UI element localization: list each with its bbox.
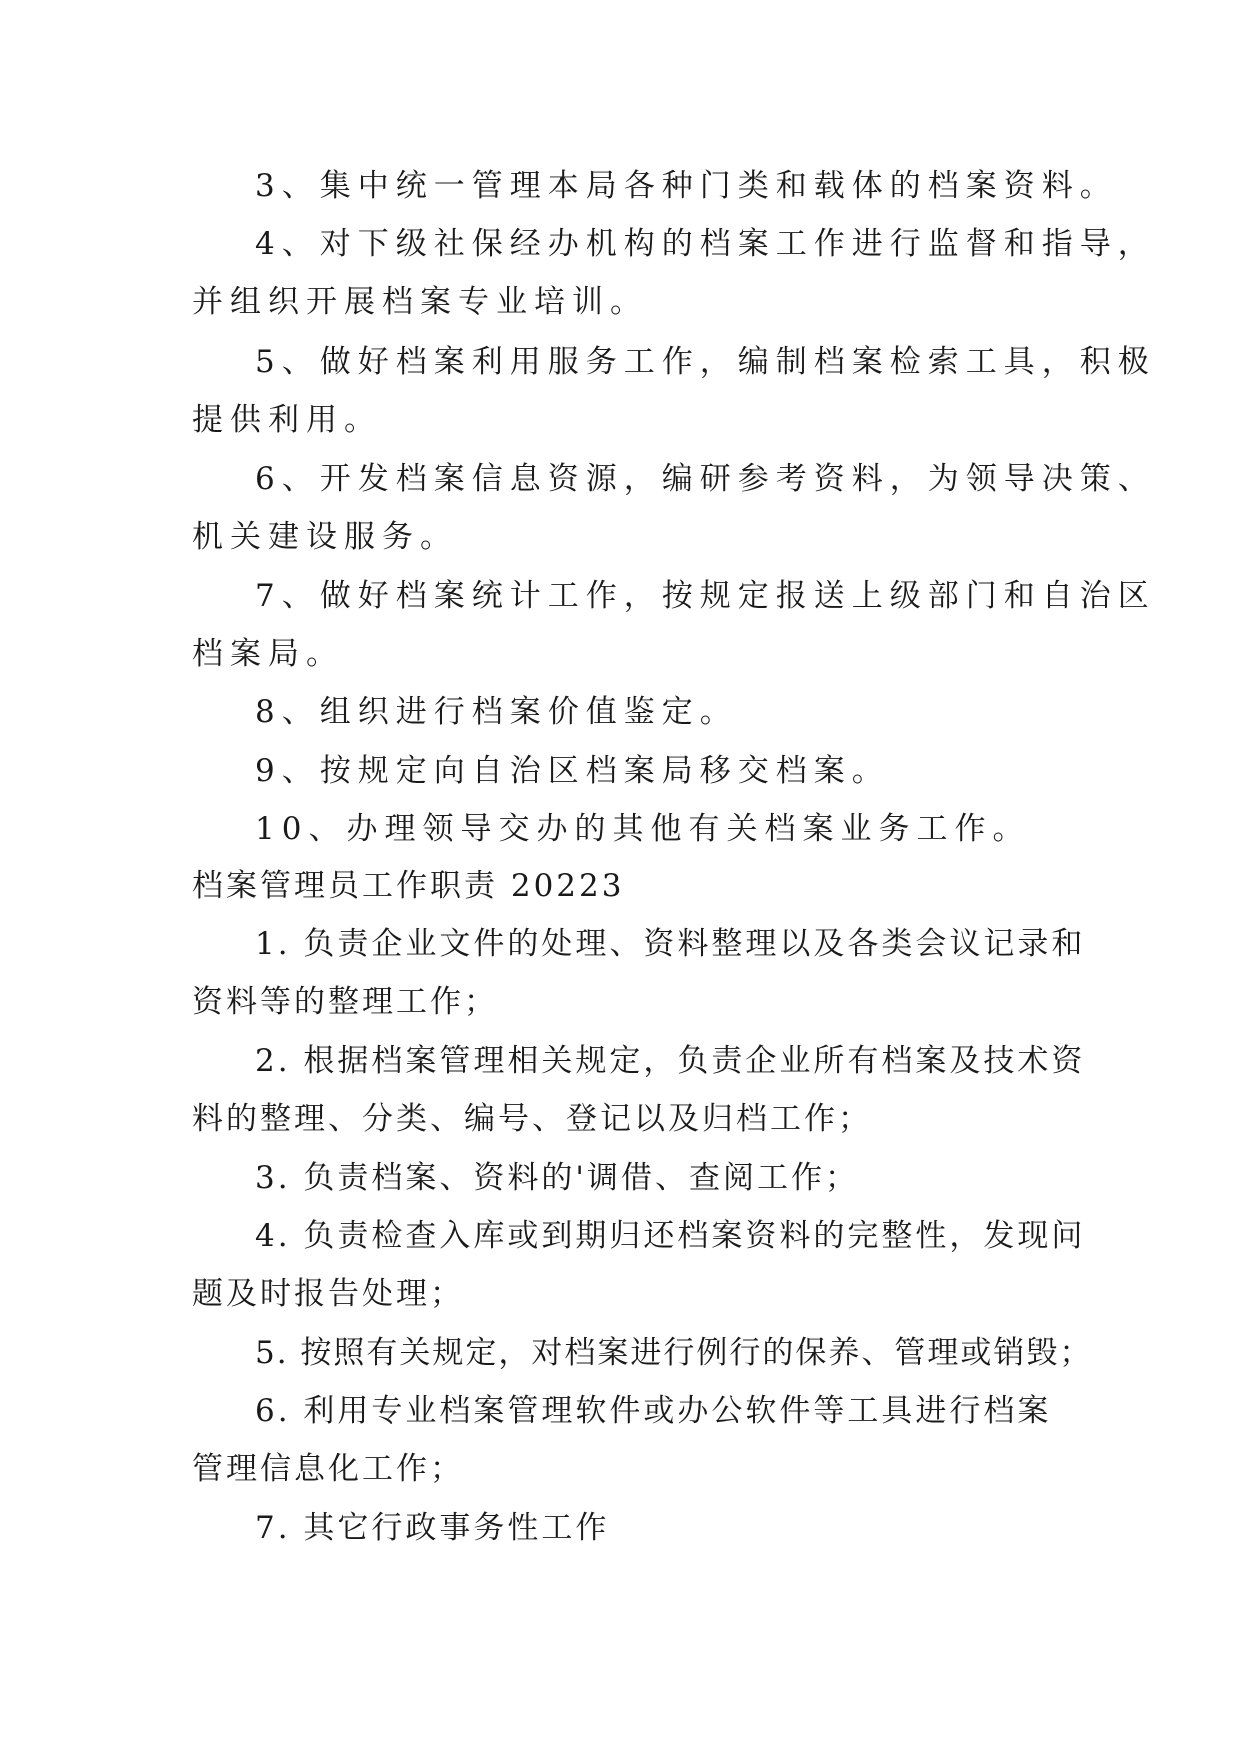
paragraph-line: 10、办理领导交办的其他有关档案业务工作。 [255,811,1031,847]
paragraph-line: 8、组织进行档案价值鉴定。 [255,694,738,730]
paragraph-line: 6. 利用专业档案管理软件或办公软件等工具进行档案 [255,1393,1052,1429]
section-heading: 档案管理员工作职责 20223 [192,868,625,904]
paragraph-line: 资料等的整理工作； [192,984,498,1020]
paragraph-line: 3、集中统一管理本局各种门类和载体的档案资料。 [255,168,1118,204]
paragraph-line: 5、做好档案利用服务工作，编制档案检索工具，积极 [255,344,1156,380]
paragraph-line: 6、开发档案信息资源，编研参考资料，为领导决策、 [255,461,1156,497]
paragraph-line: 3. 负责档案、资料的'调借、查阅工作； [255,1160,859,1196]
paragraph-line: 7、做好档案统计工作，按规定报送上级部门和自治区 [255,578,1156,614]
paragraph-line: 档案局。 [192,636,344,672]
paragraph-line: 9、按规定向自治区档案局移交档案。 [255,753,890,789]
paragraph-line: 提供利用。 [192,402,382,438]
paragraph-line: 2. 根据档案管理相关规定，负责企业所有档案及技术资 [255,1043,1086,1079]
paragraph-line: 4、对下级社保经办机构的档案工作进行监督和指导， [255,226,1156,262]
paragraph-line: 题及时报告处理； [192,1276,464,1312]
paragraph-line: 管理信息化工作； [192,1451,464,1487]
paragraph-line: 1. 负责企业文件的处理、资料整理以及各类会议记录和 [255,926,1086,962]
paragraph-line: 7. 其它行政事务性工作 [255,1510,610,1546]
paragraph-line: 5. 按照有关规定，对档案进行例行的保养、管理或销毁； [255,1335,1093,1371]
paragraph-line: 机关建设服务。 [192,519,458,555]
paragraph-line: 料的整理、分类、编号、登记以及归档工作； [192,1101,872,1137]
paragraph-line: 并组织开展档案专业培训。 [192,284,648,320]
paragraph-line: 4. 负责检查入库或到期归还档案资料的完整性，发现问 [255,1218,1086,1254]
